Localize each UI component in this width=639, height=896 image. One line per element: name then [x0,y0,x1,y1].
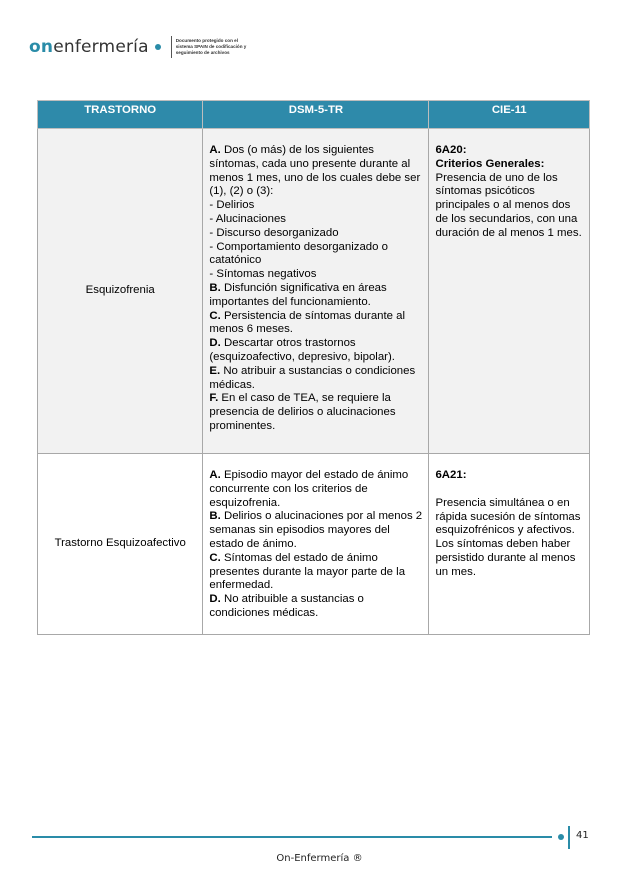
cie-subtitle: Criterios Generales: [435,157,545,170]
dsm-criterion: - Comportamiento desorganizado o catatónico [209,240,388,267]
dsm-criterion: - Alucinaciones [209,212,287,225]
cie-description: Presencia de uno de los síntomas psicóticos principales o al menos dos de los secundarios, con una duración de al menos 1 mes. [435,171,582,239]
footer-brand: On-Enfermería ® [276,853,363,864]
dsm-cell [203,454,429,635]
dsm-criterion: - Discurso desorganizado [209,226,339,239]
criteria-table [37,100,590,635]
dsm-criterion: C. Persistencia de síntomas durante al menos 6 meses. [209,309,406,336]
footer-bar [568,826,570,849]
spacer [435,483,583,497]
table-header-row [38,101,590,129]
dsm-criterion: D. No atribuible a sustancias o condiciones médicas. [209,593,364,619]
dsm-criterion: A. Dos (o más) de los siguientes síntomas, cada uno presente durante al menos 1 mes, uno de los cuales debe ser (1), (2) o (3): [209,144,421,198]
footer-dot-icon [558,834,564,840]
logo-on-text: on [29,37,54,57]
logo-wordmark [29,37,149,57]
cie-code: 6A20: [435,144,467,156]
column-header-cie: CIE-11 [429,101,590,129]
table-row [38,454,590,635]
dsm-criterion: - Síntomas negativos [209,268,317,281]
trastorno-cell: Trastorno Esquizoafectivo [38,454,203,635]
logo-divider [171,36,172,58]
dsm-criterion: B. Delirios o alucinaciones por al menos 2 semanas sin episodios mayores del estado de ánimo. [209,510,423,550]
column-header-dsm: DSM-5-TR [203,101,429,129]
cie-cell [429,129,590,454]
dsm-criterion: D. Descartar otros trastornos (esquizoafectivo, depresivo, bipolar). [209,337,395,363]
page-number: 41 [576,830,589,841]
logo-rest-text: enfermería [53,37,149,57]
dsm-criterion: F. En el caso de TEA, se requiere la presencia de delirios o alucinaciones prominentes. [209,392,396,432]
footer-divider [32,836,552,838]
cie-cell [429,454,590,635]
cie-description: Presencia simultánea o en rápida sucesión de síntomas esquizofrénicos y afectivos. Los síntomas deben haber persistido durante al menos un mes. [435,496,581,578]
logo-dot-icon [155,44,161,50]
brand-logo [29,36,254,58]
dsm-cell [203,129,429,454]
table-row [38,129,590,454]
dsm-criterion: B. Disfunción significativa en áreas importantes del funcionamiento. [209,281,387,308]
cie-code: 6A21: [435,469,467,481]
dsm-criterion: E. No atribuir a sustancias o condiciones médicas. [209,364,416,391]
column-header-trastorno: TRASTORNO [38,101,203,129]
dsm-criterion: - Delirios [209,199,255,212]
trastorno-cell: Esquizofrenia [38,129,203,454]
protection-note: Documento protegido con el sistema SPAIN de codificación y seguimiento de archivos [175,38,247,55]
dsm-criterion: A. Episodio mayor del estado de ánimo concurrente con los criterios de esquizofrenia. [209,469,409,509]
dsm-criterion: C. Síntomas del estado de ánimo presentes durante la mayor parte de la enfermedad. [209,551,406,592]
